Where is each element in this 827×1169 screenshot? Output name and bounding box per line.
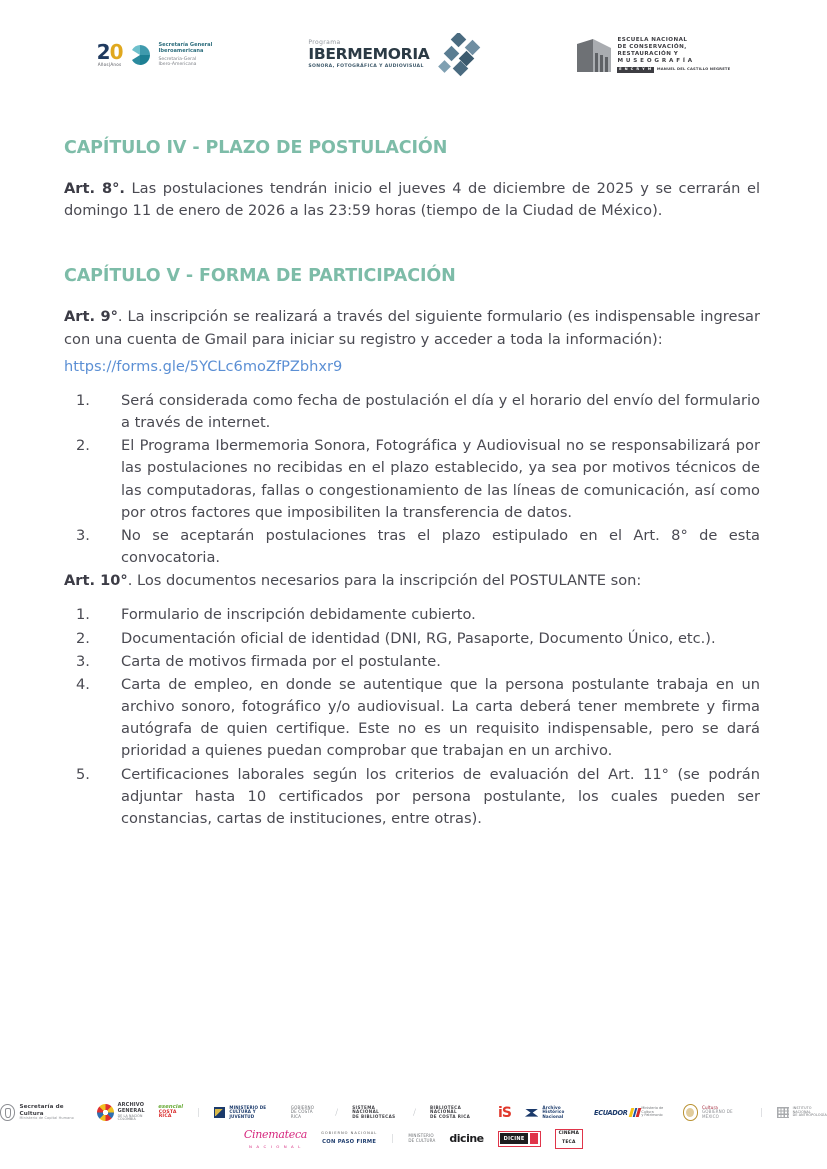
list-item: No se aceptarán postulaciones tras el plazo estipulado en el Art. 8° de esta convocatoria.	[121, 526, 760, 567]
agn-line-1: ARCHIVO	[117, 1102, 145, 1109]
cinemateca-script: Cinemateca	[243, 1127, 308, 1141]
ibermemoria-subtitle: SONORA, FOTOGRÁFICA Y AUDIOVISUAL	[308, 63, 424, 69]
cinemateca-box-logo	[555, 1129, 584, 1149]
dicine-red-bar	[530, 1133, 538, 1144]
encrym-line-2: DE CONSERVACIÓN,	[617, 44, 687, 51]
footer-divider: |	[760, 1107, 764, 1118]
gob-line-2: CON PASO FIRME	[322, 1138, 377, 1145]
footer-logo-row-1	[0, 1103, 827, 1121]
chapter-5-heading: CAPÍTULO V - FORMA DE PARTICIPACIÓN	[64, 266, 456, 287]
bncr-line-1: BIBLIOTECA NACIONAL	[430, 1104, 462, 1115]
ministerio-de-cultura-logo	[408, 1134, 435, 1143]
costa-rica-word: COSTA RICA	[158, 1109, 177, 1120]
ministerio-cultura-juventud-logo	[214, 1106, 277, 1120]
registration-form-link[interactable]: https://forms.gle/5YCLc6moZfPZbhxr9	[64, 357, 343, 375]
encrym-wordmark	[617, 37, 730, 72]
bncr-line-2: DE COSTA RICA	[430, 1113, 471, 1119]
segib-20-number: 20	[96, 40, 123, 65]
gobierno-costa-rica-logo	[291, 1106, 321, 1120]
agn-emblem-icon	[97, 1104, 114, 1121]
segib-pinwheel-icon	[129, 44, 151, 66]
ahn-bowtie-icon	[525, 1109, 538, 1117]
segib-20-caption: Años|Anos	[97, 62, 122, 68]
mc-line-2: DE CULTURA	[408, 1137, 436, 1143]
cultura-mexico-logo	[683, 1104, 746, 1121]
footer-divider: |	[196, 1107, 200, 1118]
gcr-line-1: GOBIERNO	[290, 1104, 315, 1110]
list-item: Certificaciones laborales según los criterios de evaluación del Art. 11° (se podrán adjuntar hasta 10 certificados por persona postulante, los cuales pueden ser constancias, cartas de instituciones, entre otras).	[121, 765, 760, 827]
biblioteca-nacional-costa-rica-logo	[430, 1106, 484, 1120]
agn-line-2: GENERAL	[117, 1108, 145, 1114]
header-logo-bar	[0, 24, 827, 86]
encrym-building-icon	[577, 39, 611, 72]
ecuador-line-1: Ministerio de Cultura	[641, 1105, 664, 1114]
ecuador-wordmark: ECUADOR	[594, 1108, 628, 1117]
cinemateca-nacional-logo	[244, 1129, 307, 1149]
agn-line-4: COLOMBIA	[117, 1117, 136, 1122]
mcj-line-2: CULTURA Y JUVENTUD	[229, 1109, 256, 1119]
mexico-seal-icon	[683, 1104, 698, 1121]
ibermemoria-wordmark	[308, 40, 429, 69]
list-item: Será considerada como fecha de postulación el día y el horario del envío del formulario a través de internet.	[121, 391, 760, 432]
list-item: Carta de motivos firmada por el postulante.	[121, 652, 441, 670]
list-item: Documentación oficial de identidad (DNI, RG, Pasaporte, Documento Único, etc.).	[121, 629, 716, 647]
gcr-line-2: DE COSTA RICA	[290, 1109, 313, 1119]
segib-logo	[97, 42, 213, 68]
is-wordmark: iS	[498, 1104, 511, 1121]
encrym-footnote	[617, 67, 730, 73]
esencial-cr-mark-icon	[158, 1104, 184, 1120]
ibermemoria-diamond-cluster-icon	[437, 33, 481, 77]
ahn-line-2: Nacional	[542, 1113, 564, 1119]
article-8-text: Las postulaciones tendrán inicio el jueves 4 de diciembre de 2025 y se cerrarán el domingo 11 de enero de 2026 a las 23:59 horas (tiempo de la Ciudad de México).	[64, 180, 760, 220]
sistema-nacional-bibliotecas-logo	[352, 1106, 399, 1120]
secretaria-title: Secretaría de Cultura	[19, 1104, 64, 1117]
mc-line-1: MINISTERIO	[408, 1133, 434, 1139]
list-item: El Programa Ibermemoria Sonora, Fotográfica y Audiovisual no se responsabilizará por las postulaciones no recibidas en el plazo establecido, ya sea por motivos técnicos de las computadoras, fallas o congestionamiento de las líneas de comunicación, así como por otros factores que imposibiliten la transferencia de datos.	[121, 437, 760, 521]
article-8-paragraph	[64, 178, 760, 222]
article-10-label: Art. 10°	[64, 572, 128, 590]
snb-line-2: DE BIBLIOTECAS	[352, 1113, 396, 1119]
encrym-line-3: RESTAURACIÓN Y	[617, 51, 679, 58]
ibermemoria-pre: Programa	[308, 39, 341, 47]
cultura-subtitle: GOBIERNO DE MÉXICO	[701, 1109, 733, 1119]
encrym-line-1: ESCUELA NACIONAL	[617, 37, 688, 44]
agn-line-3: DE LA NACIÓN	[117, 1113, 143, 1118]
secretaria-de-cultura-logo	[0, 1104, 83, 1121]
cinemateca-sub: N A C I O N A L	[249, 1143, 302, 1149]
is-logo	[498, 1106, 511, 1120]
document-body	[64, 138, 760, 831]
list-item: Formulario de inscripción debidamente cubierto.	[121, 606, 476, 624]
mcj-square-icon	[214, 1107, 226, 1118]
footer-divider: |	[391, 1133, 395, 1144]
segib-line-3: Secretaria-Geral	[158, 56, 197, 62]
article-10-text: . Los documentos necesarios para la inscripción del POSTULANTE son:	[127, 572, 642, 590]
esencial-costa-rica-logo	[158, 1104, 184, 1120]
segib-line-4: Ibero-Americana	[158, 62, 197, 68]
inah-logo	[777, 1107, 827, 1118]
encrym-line-4: M U S E O G R A F Í A	[617, 57, 693, 64]
mcj-line-1: MINISTERIO DE	[229, 1104, 267, 1110]
ecuador-logo	[594, 1107, 669, 1118]
cinemateca-box-line-1: CINEMA	[558, 1131, 580, 1137]
inah-line-1: INSTITUTO NACIONAL	[792, 1106, 812, 1114]
dicine-word-logo	[449, 1132, 483, 1145]
dicine-box-logo	[498, 1131, 541, 1147]
segib-20-years-badge	[97, 42, 123, 67]
gobierno-nacional-con-paso-firme-logo	[321, 1132, 377, 1146]
encrym-person-name: MANUEL DEL CASTILLO NEGRETE	[656, 67, 731, 72]
ecuador-flag-icon	[628, 1108, 640, 1117]
ibermemoria-title: IBERMEMORIA	[308, 45, 430, 64]
chapter-4-heading: CAPÍTULO IV - PLAZO DE POSTULACIÓN	[64, 138, 448, 158]
article-9-label: Art. 9°	[64, 308, 118, 326]
article-9-text: . La inscripción se realizará a través del siguiente formulario (es indispensable ingresar con una cuenta de Gmail para iniciar su registro y acceder a toda la información):	[64, 308, 760, 348]
list-item: Carta de empleo, en donde se autentique que la persona postulante trabaja en un archivo sonoro, fotográfico y/o audiovisual. La carta deberá tener membrete y firma autógrafa de quien certifique. Este no es un requisito indispensable, pero se dará prioridad a quienes puedan comprobar que trabajan en un archivo.	[121, 675, 760, 760]
ecuador-line-2: y Patrimonio	[641, 1113, 663, 1118]
snb-line-1: SISTEMA NACIONAL	[352, 1104, 380, 1115]
article-10-paragraph	[64, 570, 760, 592]
esencial-word: esencial	[158, 1104, 184, 1111]
inah-grid-icon	[777, 1107, 789, 1118]
gob-line-1: GOBIERNO NACIONAL	[321, 1131, 378, 1136]
secretaria-seal-icon	[0, 1104, 15, 1121]
cultura-wordmark: Cultura	[701, 1104, 718, 1110]
encrym-logo	[577, 37, 730, 72]
footer-logo-bar	[0, 1103, 827, 1149]
cinemateca-box-line-2: TECA	[562, 1139, 576, 1145]
article-9-conditions-list	[64, 390, 760, 569]
archivo-general-nacion-logo	[97, 1103, 145, 1121]
encrym-tag: E N C R Y M	[619, 67, 653, 72]
article-8-label: Art. 8°.	[64, 180, 125, 197]
inah-line-2: DE ANTROPOLOGÍA	[792, 1113, 827, 1118]
footer-logo-row-2	[0, 1129, 827, 1149]
footer-divider: /	[412, 1107, 416, 1118]
segib-line-2: Iberoamericana	[158, 48, 204, 55]
dicine-wordmark: dicine	[449, 1132, 484, 1146]
dicine-box-word: DICINE	[500, 1133, 528, 1144]
article-10-documents-list	[64, 604, 760, 830]
secretaria-subtitle: Ministerio de Capital Humano	[19, 1115, 74, 1120]
ahn-line-1: Archivo Histórico	[542, 1104, 565, 1115]
archivo-historico-nacional-logo	[525, 1106, 580, 1120]
ibermemoria-logo	[308, 33, 481, 77]
article-9-paragraph	[64, 306, 760, 350]
segib-wordmark	[158, 42, 212, 68]
footer-divider: /	[335, 1107, 339, 1118]
segib-line-1: Secretaría General	[158, 41, 213, 48]
